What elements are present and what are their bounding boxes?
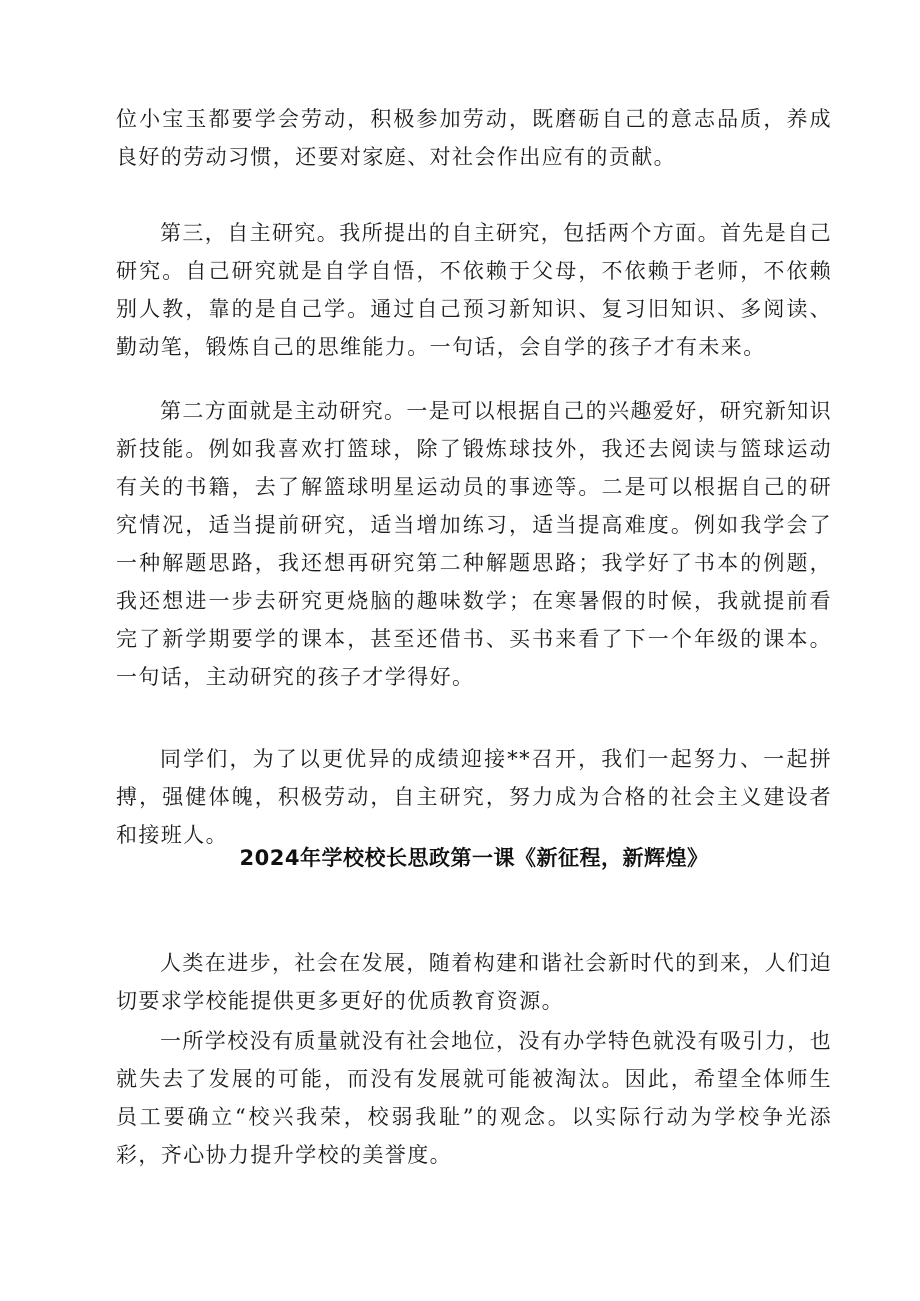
paragraph-labor-continued: 位小宝玉都要学会劳动，积极参加劳动，既磨砺自己的意志品质，养成良好的劳动习惯，还要对家庭、对社会作出应有的贡献。 <box>116 107 832 169</box>
paragraph-active-study: 第二方面就是主动研究。一是可以根据自己的兴趣爱好，研究新知识新技能。例如我喜欢打篮球，除了锻炼球技外，我还去阅读与篮球运动有关的书籍，去了解篮球明星运动员的事迹等。二是可以根据自己的研究情况，适当提前研究，适当增加练习，适当提高难度。例如我学会了一种解题思路，我还想再研究第二种解题思路；我学好了书本的例题，我还想进一步去研究更烧脑的趣味数学；在寒暑假的时候，我就提前看完了新学期要学的课本，甚至还借书、买书来看了下一个年级的课本。一句话，主动研究的孩子才学得好。 <box>116 399 832 689</box>
paragraph-school-quality: 一所学校没有质量就没有社会地位，没有办学特色就没有吸引力，也就失去了发展的可能，而没有发展就可能被淘汰。因此，希望全体师生员工要确立“校兴我荣，校弱我耻”的观念。以实际行动为学校争光添彩，齐心协力提升学校的美誉度。 <box>116 1029 832 1167</box>
paragraph-self-study: 第三，自主研究。我所提出的自主研究，包括两个方面。首先是自己研究。自己研究就是自学自悟，不依赖于父母，不依赖于老师，不依赖别人教，靠的是自己学。通过自己预习新知识、复习旧知识、多阅读、勤动笔，锻炼自己的思维能力。一句话，会自学的孩子才有未来。 <box>116 221 832 359</box>
paragraph-closing: 同学们，为了以更优异的成绩迎接**召开，我们一起努力、一起拼搏，强健体魄，积极劳动，自主研究，努力成为合格的社会主义建设者和接班人。 <box>116 747 832 847</box>
paragraph-society-progress: 人类在进步，社会在发展，随着构建和谐社会新时代的到来，人们迫切要求学校能提供更多更好的优质教育资源。 <box>116 951 832 1013</box>
section-title: 2024年学校校长思政第一课《新征程，新辉煌》 <box>239 846 709 870</box>
